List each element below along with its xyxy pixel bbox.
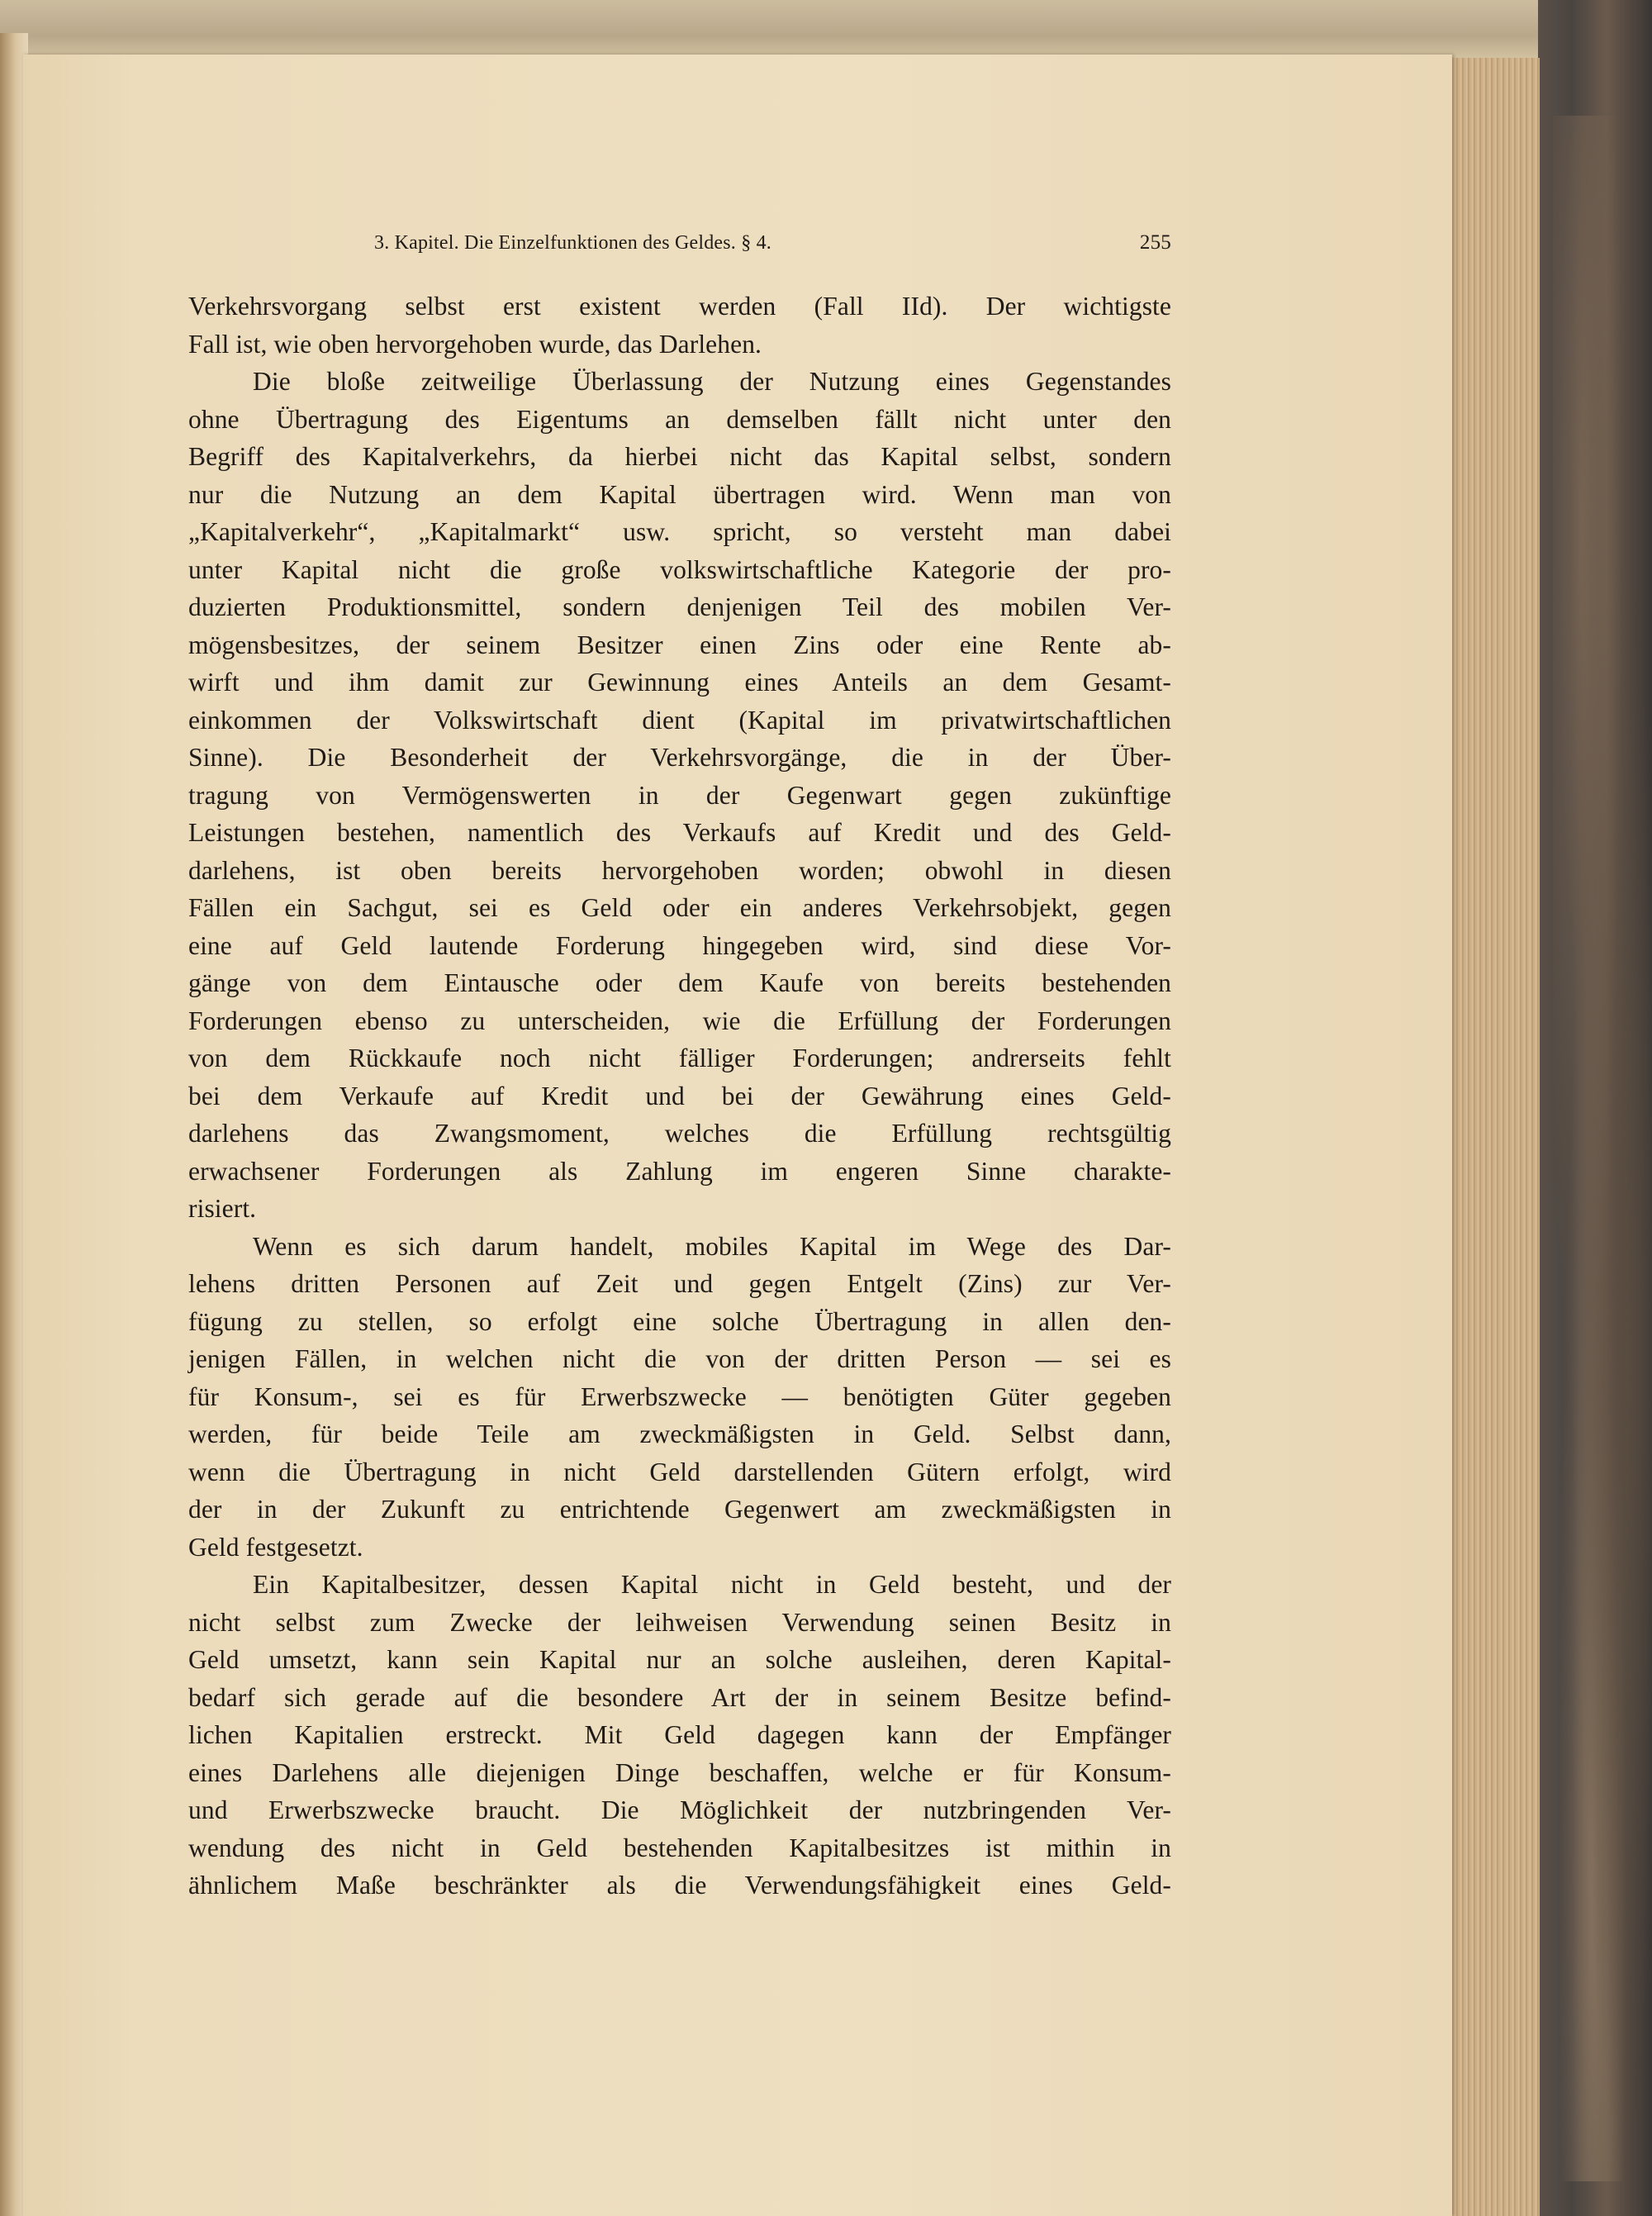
- text-line: wendung des nicht in Geld bestehenden Kapitalbesitzes ist mithin in: [188, 1833, 1171, 1862]
- text-line: wirft und ihm damit zur Gewinnung eines Anteils an dem Gesamt-: [188, 668, 1171, 697]
- text-line: der in der Zukunft zu entrichtende Gegenwert am zweckmäßigsten in: [188, 1495, 1171, 1524]
- page-stack-edges: [1447, 58, 1540, 2216]
- text-line: bedarf sich gerade auf die besondere Art der in seinem Besitze befind-: [188, 1682, 1171, 1712]
- text-line: Fall ist, wie oben hervorgehoben wurde, das Darlehen.: [188, 329, 762, 359]
- text-line: eine auf Geld lautende Forderung hingegeben wird, sind diese Vor-: [188, 930, 1171, 960]
- running-title: 3. Kapitel. Die Einzelfunktionen des Geldes. § 4.: [374, 232, 772, 254]
- text-line: tragung von Vermögenswerten in der Gegenwart gegen zukünftige: [188, 780, 1171, 810]
- text-line: erwachsener Forderungen als Zahlung im engeren Sinne charakte-: [188, 1156, 1171, 1186]
- text-line: jenigen Fällen, in welchen nicht die von der dritten Person — sei es: [188, 1344, 1171, 1373]
- text-line: bei dem Verkaufe auf Kredit und bei der Gewährung eines Geld-: [188, 1081, 1171, 1110]
- text-line: mögensbesitzes, der seinem Besitzer einen Zins oder eine Rente ab-: [188, 630, 1171, 659]
- text-line: gänge von dem Eintausche oder dem Kaufe von bereits bestehenden: [188, 968, 1171, 997]
- text-line: Leistungen bestehen, namentlich des Verkaufs auf Kredit und des Geld-: [188, 818, 1171, 847]
- text-line: für Konsum-, sei es für Erwerbszwecke — benötigten Güter gegeben: [188, 1381, 1171, 1411]
- text-line: fügung zu stellen, so erfolgt eine solche Übertragung in allen den-: [188, 1306, 1171, 1336]
- text-line: von dem Rückkaufe noch nicht fälliger Forderungen; andrerseits fehlt: [188, 1044, 1171, 1072]
- text-line: Begriff des Kapitalverkehrs, da hierbei nicht das Kapital selbst, sondern: [188, 442, 1171, 471]
- text-line: ähnlichem Maße beschränkter als die Verwendungsfähigkeit eines Geld-: [188, 1871, 1171, 1900]
- text-line: lichen Kapitalien erstreckt. Mit Geld dagegen kann der Empfänger: [188, 1720, 1171, 1749]
- text-line: duzierten Produktionsmittel, sondern denjenigen Teil des mobilen Ver-: [188, 592, 1171, 621]
- text-line: Sinne). Die Besonderheit der Verkehrsvorgänge, die in der Über-: [188, 743, 1171, 772]
- text-line: nicht selbst zum Zwecke der leihweisen Verwendung seinen Besitz in: [188, 1607, 1171, 1637]
- text-line: Geld festgesetzt.: [188, 1532, 363, 1562]
- text-line: Forderungen ebenso zu unterscheiden, wie die Erfüllung der Forderungen: [188, 1006, 1171, 1035]
- text-line: „Kapitalverkehr“, „Kapitalmarkt“ usw. spricht, so versteht man dabei: [188, 517, 1171, 546]
- running-header: [188, 223, 1171, 263]
- page-text-block: [188, 223, 1171, 1905]
- text-line: risiert.: [188, 1194, 257, 1223]
- text-line: wenn die Übertragung in nicht Geld darstellenden Gütern erfolgt, wird: [188, 1457, 1171, 1486]
- text-line: nur die Nutzung an dem Kapital übertragen wird. Wenn man von: [188, 479, 1171, 509]
- marbled-cover-pattern: [1553, 116, 1652, 2181]
- page-number: 255: [1139, 231, 1171, 254]
- text-line: Geld umsetzt, kann sein Kapital nur an solche ausleihen, deren Kapital-: [188, 1645, 1171, 1674]
- text-line: Fällen ein Sachgut, sei es Geld oder ein anderes Verkehrsobjekt, gegen: [188, 893, 1171, 922]
- text-line: Ein Kapitalbesitzer, dessen Kapital nicht in Geld besteht, und der: [253, 1570, 1171, 1599]
- text-line: Wenn es sich darum handelt, mobiles Kapital im Wege des Dar-: [253, 1231, 1171, 1261]
- text-line: darlehens, ist oben bereits hervorgehoben worden; obwohl in diesen: [188, 855, 1171, 885]
- text-line: ohne Übertragung des Eigentums an demselben fällt nicht unter den: [188, 404, 1171, 434]
- text-line: unter Kapital nicht die große volkswirtschaftliche Kategorie der pro-: [188, 554, 1171, 584]
- text-line: und Erwerbszwecke braucht. Die Möglichkeit der nutzbringenden Ver-: [188, 1795, 1171, 1824]
- text-line: Verkehrsvorgang selbst erst existent werden (Fall IId). Der wichtigste: [188, 292, 1171, 321]
- text-line: werden, für beide Teile am zweckmäßigsten in Geld. Selbst dann,: [188, 1419, 1171, 1448]
- text-line: einkommen der Volkswirtschaft dient (Kapital im privatwirtschaftlichen: [188, 705, 1171, 735]
- text-line: Die bloße zeitweilige Überlassung der Nutzung eines Gegenstandes: [253, 367, 1171, 396]
- text-line: eines Darlehens alle diejenigen Dinge beschaffen, welche er für Konsum-: [188, 1757, 1171, 1787]
- text-line: lehens dritten Personen auf Zeit und gegen Entgelt (Zins) zur Ver-: [188, 1269, 1171, 1298]
- text-line: darlehens das Zwangsmoment, welches die Erfüllung rechtsgültig: [188, 1119, 1171, 1148]
